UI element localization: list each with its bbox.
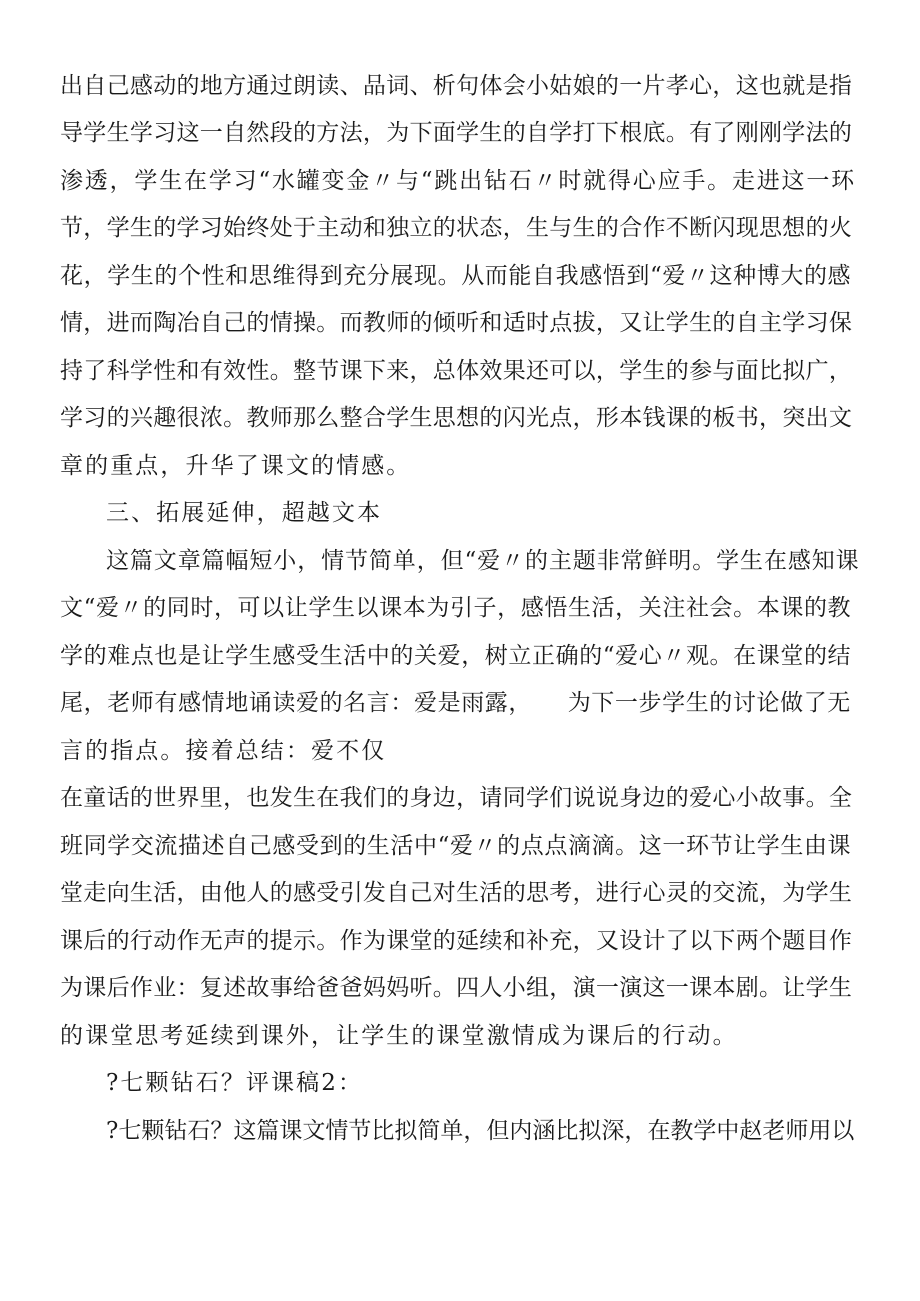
text-line: 章的重点，升华了课文的情感。 [60,453,412,479]
text-line: 节，学生的学习始终处于主动和独立的状态，生与生的合作不断闪现思想的火 [60,215,853,241]
section-heading: 三、拓展延伸，超越文本 [106,500,383,526]
text-line: 堂走向生活，由他人的感受引发自己对生活的思考，进行心灵的交流，为学生 [60,880,853,906]
text-line: 为课后作业：复述故事给爸爸妈妈听。四人小组，演一演这一课本剧。让学生 [60,975,853,1001]
text-line: 的课堂思考延续到课外，让学生的课堂激情成为课后的行动。 [60,1023,738,1049]
section-heading: ?七颗钻石？评课稿2： [106,1070,364,1096]
text-line: 学的难点也是让学生感受生活中的关爱，树立正确的“爱心〃观。在课堂的结 [60,643,852,669]
text-line: 渗透，学生在学习“水罐变金〃与“跳出钻石〃时就得心应手。走进这一环 [60,168,856,194]
text-line: 尾，老师有感情地诵读爱的名言：爱是雨露， 为下一步学生的讨论做了无 [60,690,851,716]
text-line: 出自己感动的地方通过朗读、品词、析句体会小姑娘的一片孝心，这也就是指 [60,73,853,99]
text-line: 这篇文章篇幅短小，情节简单，但“爱〃的主题非常鲜明。学生在感知课 [106,548,860,574]
text-line: 文“爱〃的同时，可以让学生以课本为引子，感悟生活，关注社会。本课的教 [60,595,852,621]
text-line: 班同学交流描述自己感受到的生活中“爱〃的点点滴滴。这一环节让学生由课 [60,833,852,859]
text-line: 在童话的世界里，也发生在我们的身边，请同学们说说身边的爱心小故事。全 [60,785,853,811]
text-line: ?七颗钻石？这篇课文情节比拟简单，但内涵比拟深，在教学中赵老师用以 [106,1118,855,1144]
text-line: 情，进而陶冶自己的情操。而教师的倾听和适时点拔，又让学生的自主学习保 [60,310,853,336]
text-line: 持了科学性和有效性。整节课下来，总体效果还可以，学生的参与面比拟广， [60,358,853,384]
text-line: 言的指点。接着总结：爱不仅 [60,738,387,764]
text-line: 学习的兴趣很浓。教师那么整合学生思想的闪光点，形本钱课的板书，突出文 [60,405,853,431]
text-line: 课后的行动作无声的提示。作为课堂的延续和补充，又设计了以下两个题目作 [60,928,853,954]
text-line: 导学生学习这一自然段的方法，为下面学生的自学打下根底。有了刚刚学法的 [60,120,853,146]
text-line: 花，学生的个性和思维得到充分展现。从而能自我感悟到“爱〃这种博大的感 [60,263,852,289]
